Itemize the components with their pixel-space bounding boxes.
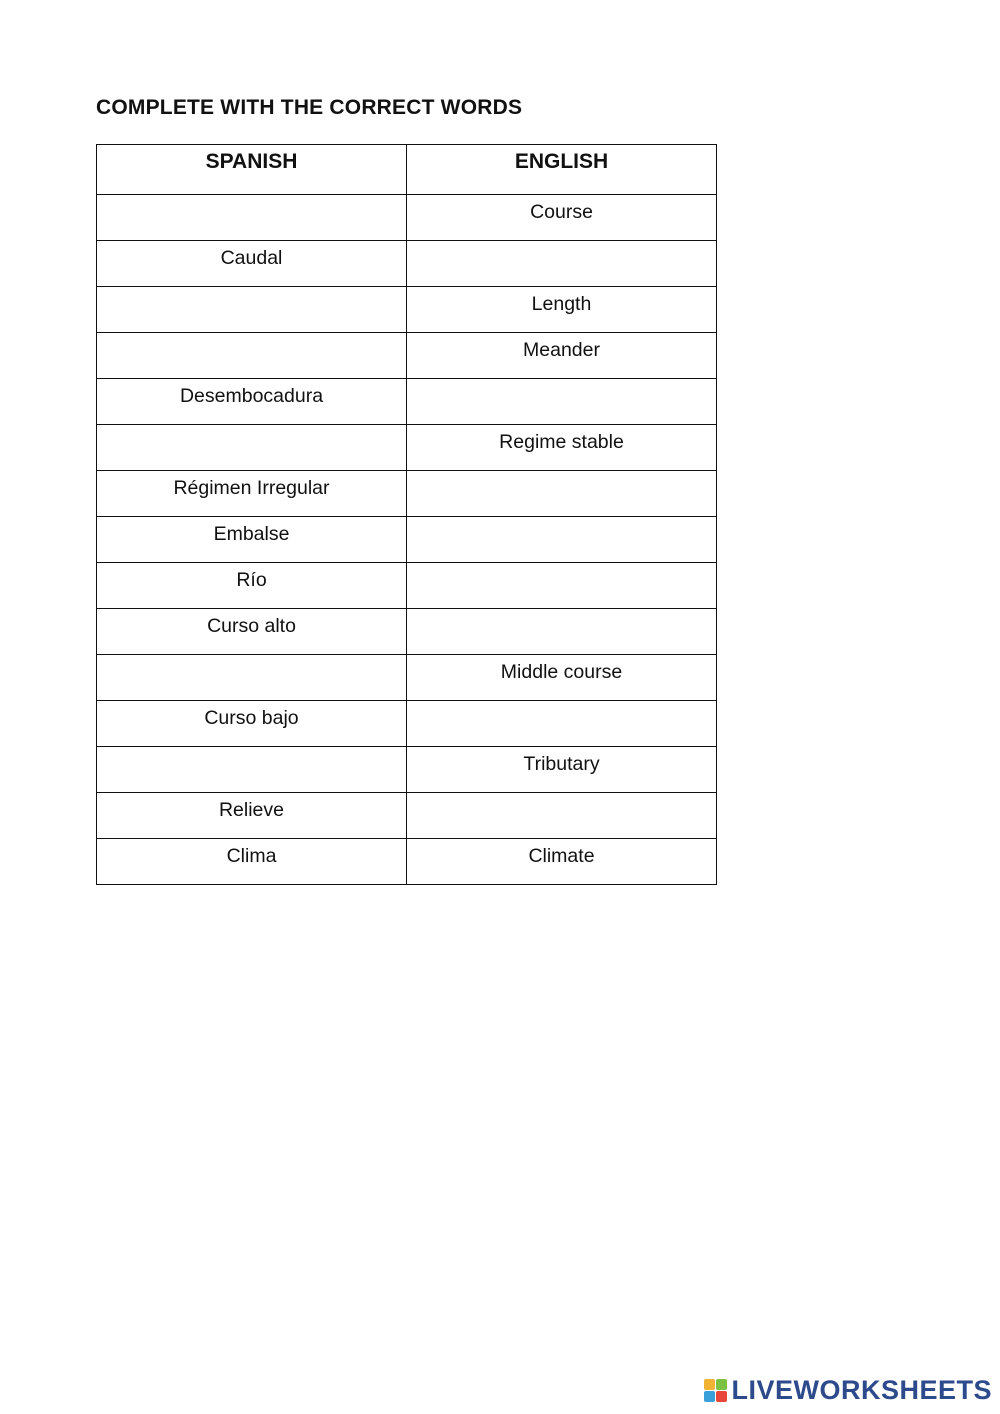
blank-answer-cell-english[interactable]	[407, 517, 717, 563]
table-row	[97, 655, 717, 701]
blank-answer-cell-spanish[interactable]	[97, 747, 407, 793]
blank-answer-cell-spanish[interactable]	[97, 195, 407, 241]
blank-answer-cell-english[interactable]	[407, 609, 717, 655]
cell-english: Regime stable	[407, 425, 717, 471]
blank-answer-cell-spanish[interactable]	[97, 333, 407, 379]
table-row	[97, 287, 717, 333]
cell-spanish: Embalse	[97, 517, 407, 563]
cell-spanish: Régimen Irregular	[97, 471, 407, 517]
table-row	[97, 747, 717, 793]
table-header-row	[97, 145, 717, 195]
column-header-english: ENGLISH	[407, 145, 717, 195]
blank-answer-cell-english[interactable]	[407, 241, 717, 287]
column-header-spanish: SPANISH	[97, 145, 407, 195]
blank-answer-cell-spanish[interactable]	[97, 287, 407, 333]
cell-spanish: Clima	[97, 839, 407, 885]
table-row	[97, 425, 717, 471]
logo-square	[704, 1379, 715, 1390]
table-row	[97, 333, 717, 379]
cell-english: Climate	[407, 839, 717, 885]
cell-spanish: Desembocadura	[97, 379, 407, 425]
cell-spanish: Caudal	[97, 241, 407, 287]
cell-english: Meander	[407, 333, 717, 379]
table-row	[97, 195, 717, 241]
table-row	[97, 241, 717, 287]
cell-english: Middle course	[407, 655, 717, 701]
liveworksheets-brand	[704, 1375, 992, 1406]
cell-spanish: Relieve	[97, 793, 407, 839]
liveworksheets-logo-icon	[704, 1379, 727, 1402]
logo-square	[716, 1391, 727, 1402]
table-row	[97, 471, 717, 517]
blank-answer-cell-spanish[interactable]	[97, 425, 407, 471]
cell-english: Tributary	[407, 747, 717, 793]
blank-answer-cell-english[interactable]	[407, 563, 717, 609]
worksheet-title: COMPLETE WITH THE CORRECT WORDS	[96, 96, 523, 119]
table-row	[97, 379, 717, 425]
logo-square	[716, 1379, 727, 1390]
cell-spanish: Río	[97, 563, 407, 609]
blank-answer-cell-english[interactable]	[407, 379, 717, 425]
table-row	[97, 793, 717, 839]
brand-text: LIVEWORKSHEETS	[731, 1375, 992, 1405]
table-row	[97, 563, 717, 609]
table-row	[97, 517, 717, 563]
table-row	[97, 839, 717, 885]
blank-answer-cell-english[interactable]	[407, 701, 717, 747]
blank-answer-cell-spanish[interactable]	[97, 655, 407, 701]
cell-english: Length	[407, 287, 717, 333]
logo-square	[704, 1391, 715, 1402]
vocabulary-table	[96, 144, 717, 885]
table-row	[97, 609, 717, 655]
cell-spanish: Curso alto	[97, 609, 407, 655]
table-row	[97, 701, 717, 747]
cell-english: Course	[407, 195, 717, 241]
blank-answer-cell-english[interactable]	[407, 793, 717, 839]
blank-answer-cell-english[interactable]	[407, 471, 717, 517]
cell-spanish: Curso bajo	[97, 701, 407, 747]
